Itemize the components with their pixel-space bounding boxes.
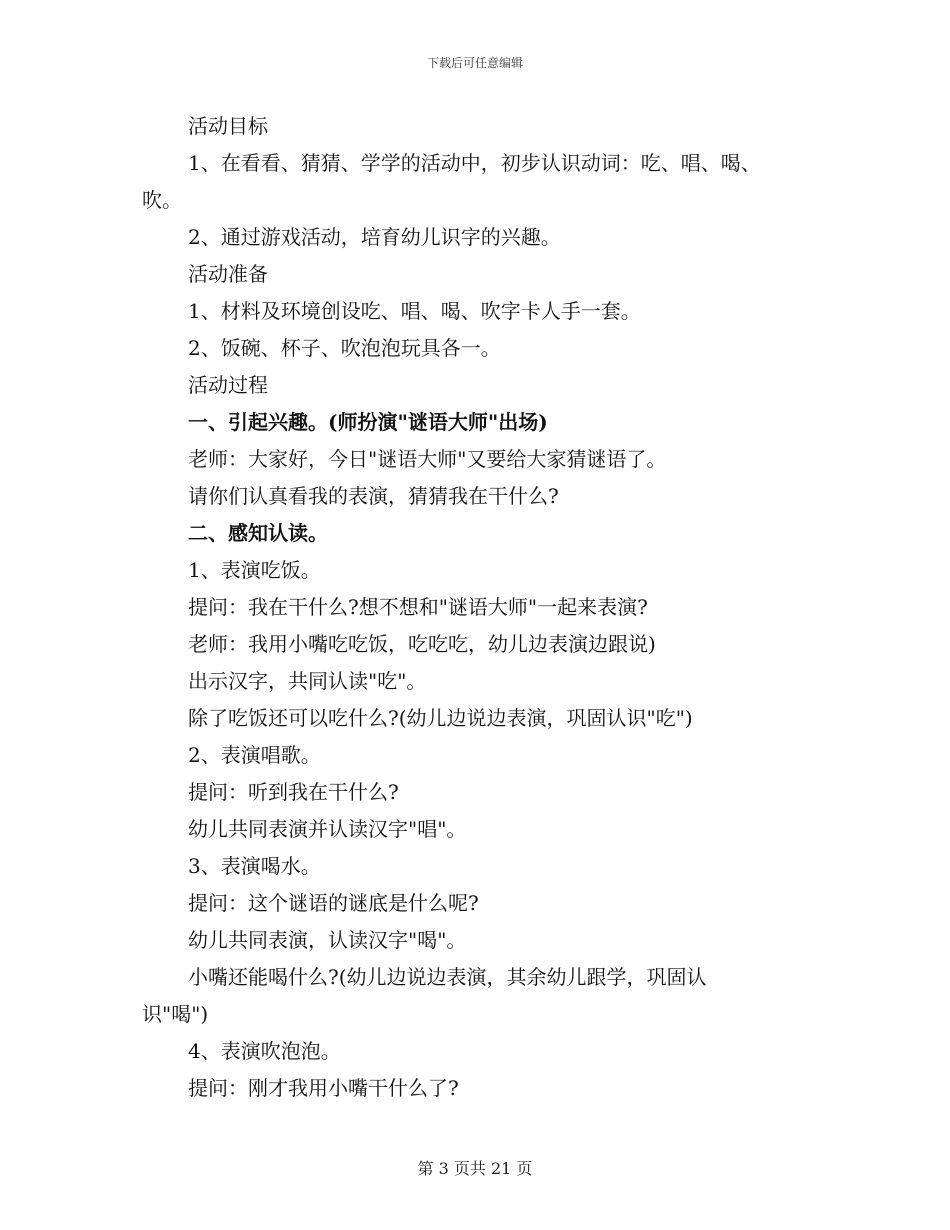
page-header: 下载后可任意编辑 [426,56,523,70]
text-line: 出示汉字，共同认读"吃"。 [188,669,427,693]
text-line: 吹。 [142,188,182,212]
section-heading: 一、引起兴趣。(师扮演"谜语大师"出场) [188,410,548,434]
text-line: 活动目标 [188,114,268,138]
text-line: 请你们认真看我的表演，猜猜我在干什么? [188,484,559,508]
text-line: 活动准备 [188,262,268,286]
text-line: 除了吃饭还可以吃什么?(幼儿边说边表演，巩固认识"吃") [188,706,693,730]
page-footer: 第 3 页共 21 页 [417,1159,533,1178]
text-line: 提问：听到我在干什么? [188,780,399,804]
text-line: 4、表演吹泡泡。 [188,1039,341,1063]
text-line: 1、表演吃饭。 [188,558,321,582]
text-line: 3、表演喝水。 [188,854,321,878]
text-line: 老师：我用小嘴吃吃饭，吃吃吃，幼儿边表演边跟说) [188,632,656,656]
text-line: 小嘴还能喝什么?(幼儿边说边表演，其余幼儿跟学，巩固认 [188,965,707,989]
document-body [142,108,812,1107]
text-line: 提问：这个谜语的谜底是什么呢? [188,891,479,915]
text-line: 提问：我在干什么?想不想和"谜语大师"一起来表演? [188,595,648,619]
text-line: 幼儿共同表演并认读汉字"唱"。 [188,817,467,841]
text-line: 2、通过游戏活动，培育幼儿识字的兴趣。 [188,225,561,249]
text-line: 老师：大家好，今日"谜语大师"又要给大家猜谜语了。 [188,447,667,471]
text-line: 提问：刚才我用小嘴干什么了? [188,1076,459,1100]
section-heading: 二、感知认读。 [188,521,328,545]
text-line: 幼儿共同表演，认读汉字"喝"。 [188,928,467,952]
text-line: 1、在看看、猜猜、学学的活动中，初步认识动词：吃、唱、喝、 [188,151,761,175]
text-line: 2、饭碗、杯子、吹泡泡玩具各一。 [188,336,501,360]
text-line: 识"喝") [142,1002,209,1026]
text-line: 2、表演唱歌。 [188,743,321,767]
text-line: 活动过程 [188,373,268,397]
text-line: 1、材料及环境创设吃、唱、喝、吹字卡人手一套。 [188,299,641,323]
